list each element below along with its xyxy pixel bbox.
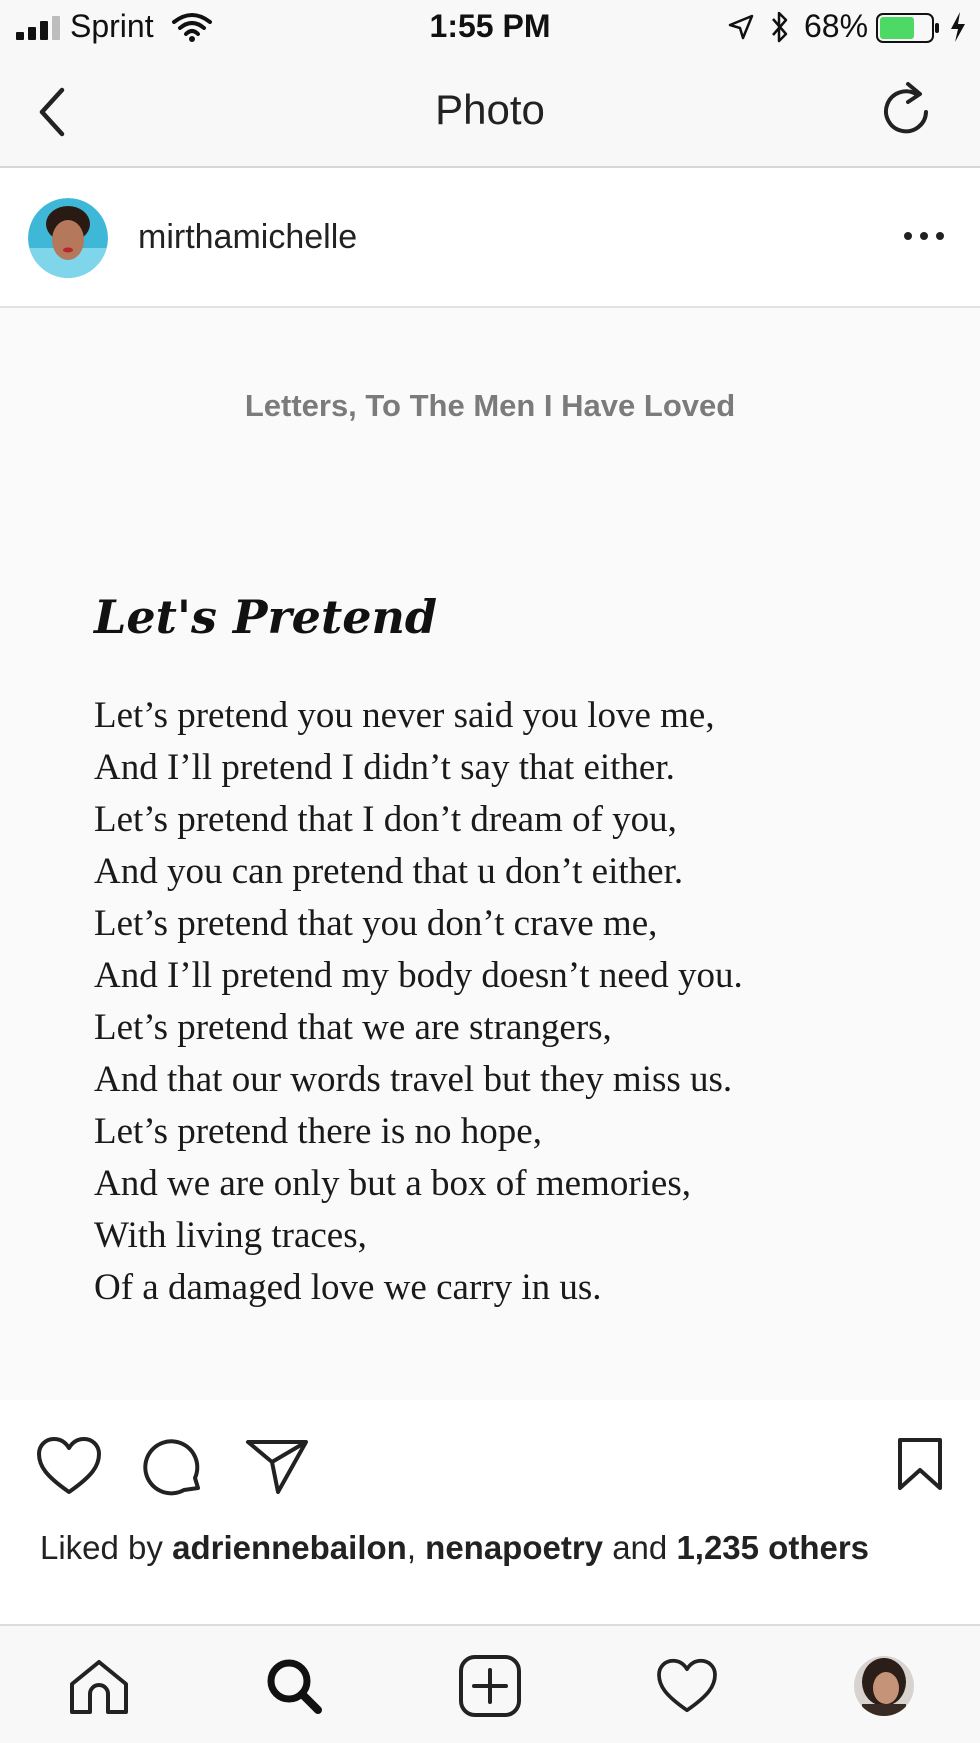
poem-line: Let’s pretend there is no hope, (94, 1111, 542, 1152)
bluetooth-icon (770, 10, 790, 44)
likes-prefix: Liked by (40, 1529, 173, 1566)
bookmark-icon[interactable] (896, 1436, 944, 1492)
liker-username[interactable]: nenapoetry (425, 1529, 604, 1566)
heart-icon[interactable] (36, 1436, 102, 1496)
poem-line: Let’s pretend that we are strangers, (94, 1007, 612, 1048)
poem-line: And I’ll pretend my body doesn’t need you. (94, 955, 743, 996)
page-title: Photo (435, 86, 545, 133)
search-icon[interactable] (264, 1656, 324, 1716)
liker-username[interactable]: adriennebailon (172, 1529, 407, 1566)
poem-line: Let’s pretend that you don’t crave me, (94, 903, 658, 944)
share-icon[interactable] (244, 1438, 310, 1496)
carrier-name: Sprint (70, 8, 154, 44)
location-icon (728, 14, 754, 40)
clock: 1:55 PM (429, 8, 551, 44)
add-post-icon[interactable] (458, 1654, 522, 1718)
charging-icon (948, 10, 968, 44)
poem-body (94, 690, 954, 1314)
poem-line: Let’s pretend that I don’t dream of you, (94, 799, 677, 840)
poem-line: With living traces, (94, 1215, 367, 1256)
battery-percent: 68% (804, 8, 869, 44)
post-username[interactable]: mirthamichelle (138, 218, 358, 256)
battery-icon (876, 12, 940, 44)
likes-and: and (603, 1529, 677, 1566)
activity-heart-icon[interactable] (656, 1658, 718, 1714)
home-icon[interactable] (68, 1658, 130, 1716)
user-avatar-photo (28, 198, 108, 278)
poem-title: Let's Pretend (94, 590, 438, 644)
nav-bar (0, 56, 980, 168)
ellipsis-icon[interactable] (900, 226, 950, 246)
poem-line: Of a damaged love we carry in us. (94, 1267, 602, 1308)
poem-line: And we are only but a box of memories, (94, 1163, 691, 1204)
likes-summary (40, 1527, 940, 1569)
refresh-icon[interactable] (882, 80, 932, 138)
poem-line: Let’s pretend you never said you love me, (94, 695, 715, 736)
comment-icon[interactable] (142, 1436, 204, 1498)
post-action-bar (0, 1400, 980, 1520)
poem-line: And I’ll pretend I didn’t say that either. (94, 747, 675, 788)
poem-line: And that our words travel but they miss us. (94, 1059, 733, 1100)
tab-bar (0, 1624, 980, 1743)
post-image[interactable] (0, 308, 980, 1400)
poem-line: And you can pretend that u don’t either. (94, 851, 684, 892)
likes-count[interactable]: 1,235 others (676, 1529, 870, 1566)
profile-avatar[interactable] (852, 1654, 916, 1718)
post-header (0, 168, 980, 308)
avatar[interactable] (28, 198, 108, 278)
status-bar (0, 0, 980, 56)
likes-separator: , (406, 1529, 426, 1566)
book-subtitle: Letters, To The Men I Have Loved (244, 388, 736, 423)
